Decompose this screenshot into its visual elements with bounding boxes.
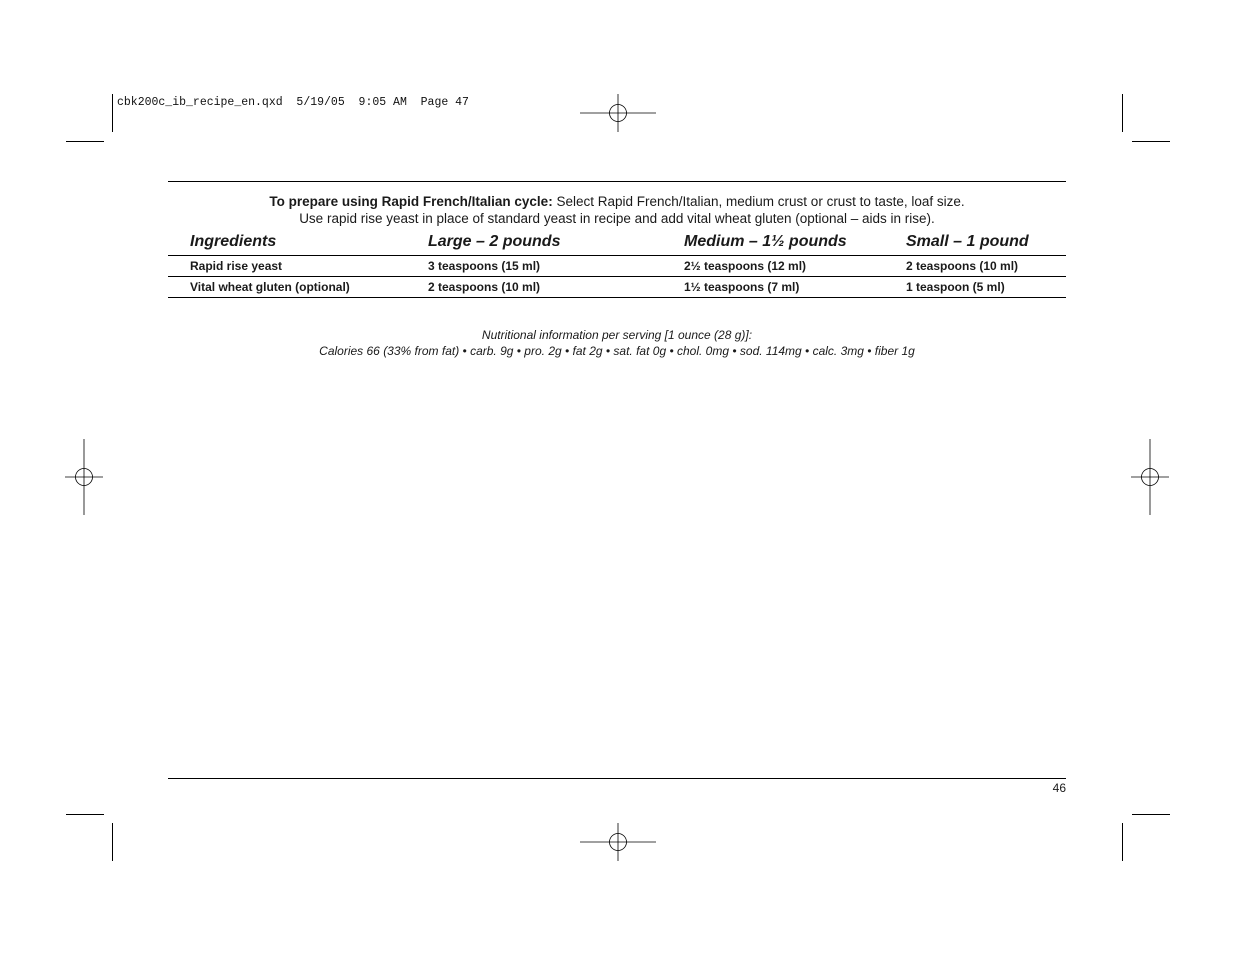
registration-mark-left-icon [46, 439, 122, 515]
table-header-row [168, 230, 1066, 256]
bottom-rule [168, 778, 1066, 779]
amount-small: 1 teaspoon (5 ml) [906, 277, 1066, 298]
nutrition-details: Calories 66 (33% from fat) • carb. 9g • pro. 2g • fat 2g • sat. fat 0g • chol. 0mg • sod. 114mg • calc. 3mg • fiber 1g [319, 344, 915, 358]
crop-mark-bottom-right-h [1132, 814, 1170, 815]
amount-large: 3 teaspoons (15 ml) [428, 256, 684, 277]
table-row [168, 277, 1066, 298]
amount-small: 2 teaspoons (10 ml) [906, 256, 1066, 277]
header-small: Small – 1 pound [906, 230, 1066, 256]
amount-medium: 1½ teaspoons (7 ml) [684, 277, 906, 298]
crop-mark-top-left-v [112, 94, 113, 132]
header-ingredients: Ingredients [168, 230, 428, 256]
registration-mark-right-icon [1112, 439, 1188, 515]
page-number: 46 [1052, 781, 1066, 795]
amount-large: 2 teaspoons (10 ml) [428, 277, 684, 298]
crop-mark-bottom-left-v [112, 823, 113, 861]
table-row [168, 256, 1066, 277]
instructions-line-1-rest: Select Rapid French/Italian, medium crust or crust to taste, loaf size. [552, 194, 965, 209]
ingredients-table [168, 230, 1066, 298]
header-large: Large – 2 pounds [428, 230, 684, 256]
top-rule [168, 181, 1066, 182]
nutrition-info [168, 327, 1066, 359]
nutrition-heading: Nutritional information per serving [1 ounce (28 g)]: [481, 328, 753, 342]
amount-medium: 2½ teaspoons (12 ml) [684, 256, 906, 277]
crop-mark-top-right-h [1132, 141, 1170, 142]
instructions-line-1 [168, 193, 1066, 210]
instructions-lead: To prepare using Rapid French/Italian cycle: [269, 194, 553, 209]
registration-mark-top-icon [580, 75, 656, 151]
registration-mark-bottom-icon [580, 804, 656, 880]
crop-mark-top-left-h [66, 141, 104, 142]
header-medium: Medium – 1½ pounds [684, 230, 906, 256]
crop-mark-top-right-v [1122, 94, 1123, 132]
crop-mark-bottom-right-v [1122, 823, 1123, 861]
crop-mark-bottom-left-h [66, 814, 104, 815]
ingredient-name: Vital wheat gluten (optional) [168, 277, 428, 298]
instructions-line-2: Use rapid rise yeast in place of standard yeast in recipe and add vital wheat gluten (optional – aids in rise). [299, 211, 935, 226]
slug-line: cbk200c_ib_recipe_en.qxd 5/19/05 9:05 AM Page 47 [117, 96, 469, 109]
ingredient-name: Rapid rise yeast [168, 256, 428, 277]
cycle-instructions [168, 193, 1066, 227]
